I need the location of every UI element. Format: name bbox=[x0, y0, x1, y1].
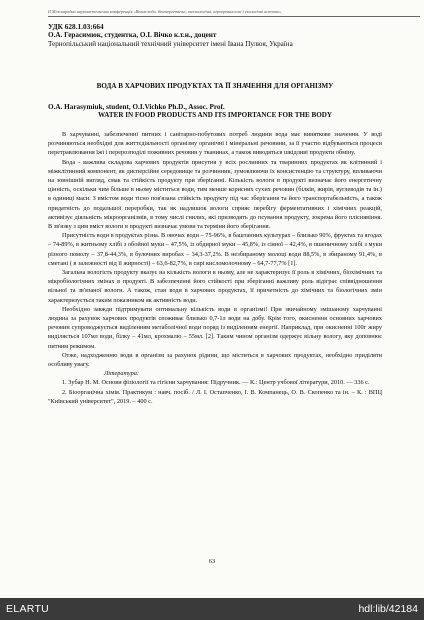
article-body bbox=[48, 130, 382, 406]
body-paragraph: В харчуванні, забезпеченні питних і санітарно-побутових потреб людини вода має виняткове значення. У воді розчиняються необхідні для життєдіяльності організму органічні і мінеральні речовини, за її участю відбуваються процеси перетравлювання їжі і перерозподілі поживних речовин у тканинах, а також виводяться шкідливі продукти обміну. bbox=[48, 131, 382, 157]
affiliation: Тернопільський національний технічний університет імені Івана Пулюя, Україна bbox=[48, 40, 293, 48]
reference-item: 2. Біоорганічна хімія. Практикум : навч. посіб. / Л. І. Остапченко, І. В. Компанець, О. В. Скопенко та ін. – К. : ВПЦ "Київський університет", 2019. – 400 с. bbox=[48, 388, 382, 405]
header-divider bbox=[48, 16, 420, 17]
page-number: 63 bbox=[208, 558, 216, 565]
reference-item: 1. Зубар Н. М. Основи фізіології та гігієни харчування: Підручник. — К.: Центр учбової літератури, 2010. — 336 с. bbox=[62, 379, 370, 387]
running-header: II Міжнародна наукова-технічна конференція «Вплив води, біоенергетичні, технологічні, агропромислові і екологічні аспекти» bbox=[48, 9, 282, 14]
repository-footer-bar bbox=[0, 598, 424, 620]
title-english: WATER IN FOOD PRODUCTS AND ITS IMPORTANCE FOR THE BODY bbox=[97, 111, 333, 119]
handle-identifier: hdl:lib/42184 bbox=[358, 603, 418, 615]
body-paragraph: Присутність води в продуктах різна. В овочах води – 75-96%, в баштанних культурах – близько 90%, фруктах та ягодах – 74-89%, в житньому хлібі з обойної муки – 47,5%, із обдирної муки – 45,8%, із сіяної – 42,4%, в пшеничному хлібі з муки різного помолу – 37,8-44,3%, в булочних виробах – 34,3-37,2%. В незбираному молоці води 88,5%, в збираному 91,4%, в сметані ( в залежності від її жирності) – 63,6-82,7%, в сирі кисломолочному – 64,7-77,7% [1]. bbox=[48, 232, 382, 267]
repository-name: ELARTU bbox=[6, 603, 50, 615]
body-paragraph: Загальна вологість продукту вказує на кількість вологи в ньому, але не характеризує її роль в хімічних, біохімічних та мікробіологічних змінах в продукті. В забезпеченні його стійкості при зберіганні важливу роль відіграє співвідношення вільної та зв'язаної вологи. А також, стан води в харчових продуктах, її причетність до хімічних та біологічних змін характеризується таким показником як активність води. bbox=[48, 269, 382, 304]
body-paragraph: Отже, надходженню води в організм за рахунок рідини, що міститься в харчових продуктах, необхідно приділяти особливу увагу. bbox=[48, 351, 382, 369]
authors-ukrainian: О.А. Герасимюк, студентка, О.І. Вічко к.т.н., доцент bbox=[48, 31, 217, 39]
udc-code: УДК 628.1.03:664 bbox=[48, 22, 104, 31]
body-paragraph: Вода - важлива складова харчових продуктів присутня у всіх рослинних та тваринних продуктах як клітинний і міжклітинний компонент, як дисперсійне середовище та розчинник, зумовлюючи їх консистенцію та структуру, впливаючи на зовнішній вигляд, смак та стійкість продукту при зберіганні. Кількість вологи в продукті визначає його енергетичну цінність, оскільки чим більше в ньому міститься води, тим менше корисних сухих речовин (білків, жирів, вуглеводів та ін.) в одиниці маси. З вмістом води тісно пов'язана стійкість продукту під час зберігання та його транспортабельність, а також придатність до подальшої переробки, так як надлишок вологи сприяє перебігу ферментативних і хімічних реакцій, активізує діяльність мікроорганізмів, в тому числі гнилих, які призводять до псування продукту, зокрема його пліснявіння. В зв'язку з цим вміст вологи в продукті визначає умови та терміни його зберігання. bbox=[48, 158, 382, 231]
body-paragraph: Необхідно завжди підтримувати оптимальну кількість води в організмі! При звичайному змішаному харчуванні людина за рахунок харчових продуктів споживає близько 0,7-1л води на добу. Крім того, окиснення основних харчових речовин супроводжується виділенням метаболічної води поряд із виділенням енергії. Наприклад, при окисненні 100г жиру виділяється 107мл води, білку – 41мл, крохмалю – 55мл. [2]. Таким чином організм одержує вільну вологу, яку доповнює питним режимом. bbox=[48, 305, 382, 350]
literature-heading: Література: bbox=[104, 370, 139, 378]
title-ukrainian: ВОДА В ХАРЧОВИХ ПРОДУКТАХ ТА ЇЇ ЗНАЧЕННЯ ДЛЯ ОРГАНІЗМУ bbox=[96, 82, 334, 90]
authors-english: O.A. Harasymiuk, student, O.I.Vichko Ph.D., Assoc. Prof. bbox=[48, 103, 225, 111]
